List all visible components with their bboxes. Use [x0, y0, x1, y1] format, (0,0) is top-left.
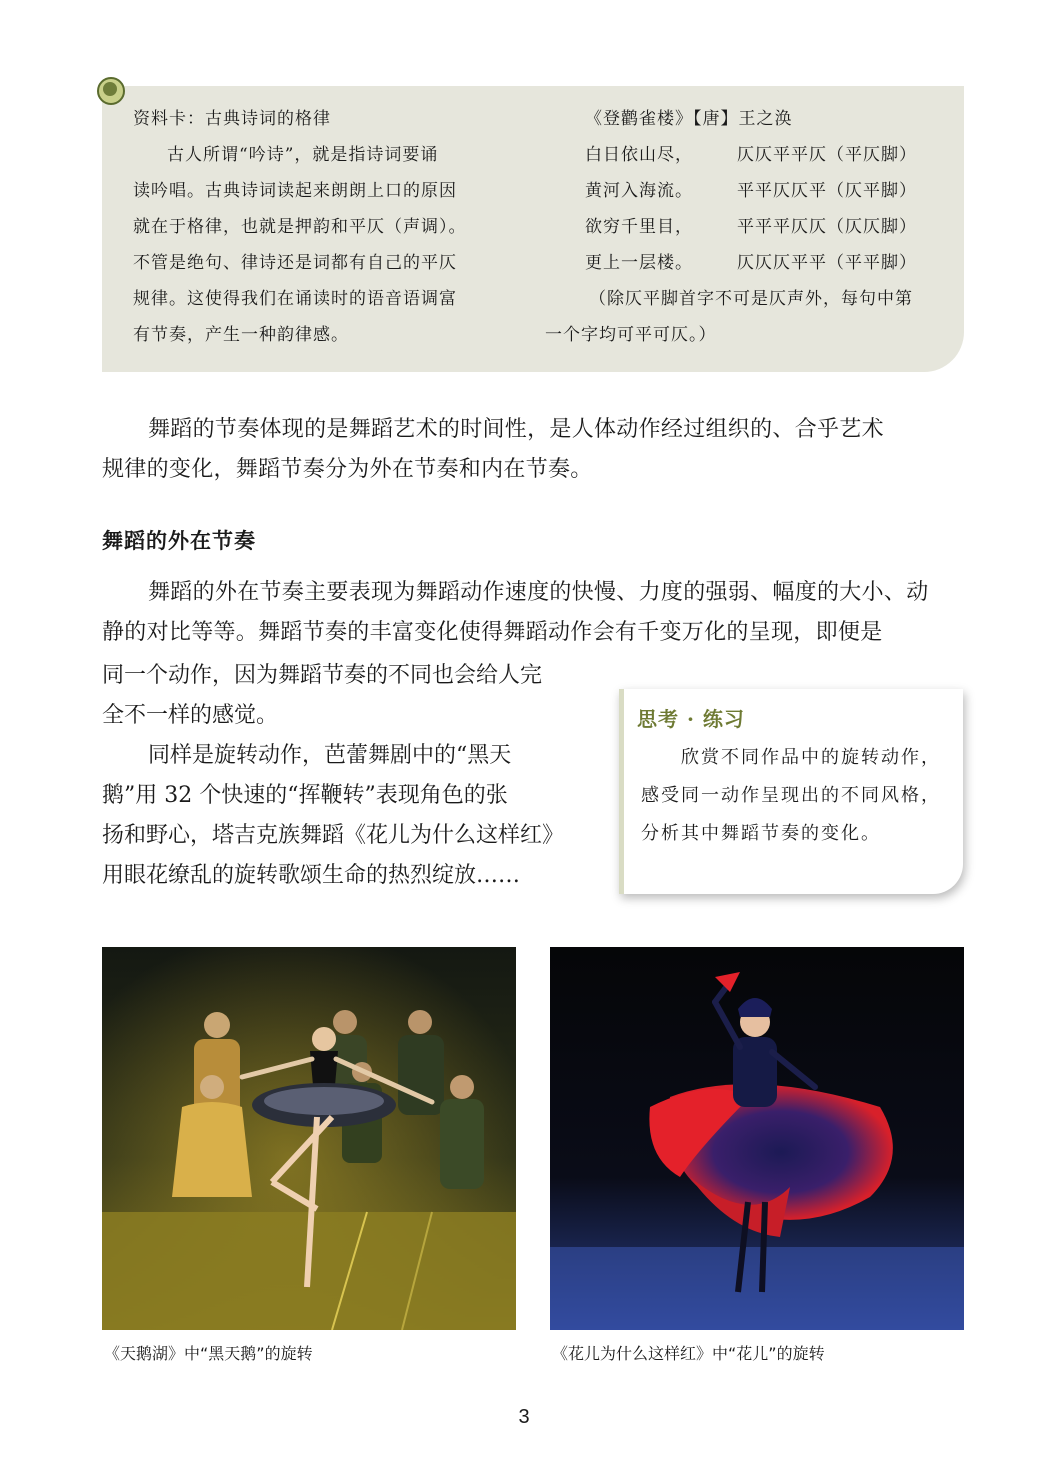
info-card-line: 规律。这使得我们在诵读时的语音语调富 — [133, 289, 457, 309]
right-photo-caption: 《花儿为什么这样红》中“花儿”的旋转 — [552, 1344, 825, 1363]
poem-title: 《登鹳雀楼》【唐】王之涣 — [585, 109, 793, 129]
section-line: 用眼花缭乱的旋转歌颂生命的热烈绽放…… — [102, 863, 521, 888]
poem-verse: 欲穷千里目， — [585, 217, 693, 237]
poem-line — [545, 209, 945, 245]
practice-body: 欣赏不同作品中的旋转动作，感受同一动作呈现出的不同风格，分析其中舞蹈节奏的变化。 — [641, 747, 941, 844]
page-number: 3 — [518, 1406, 530, 1428]
poem-verse: 更上一层楼。 — [585, 253, 693, 273]
photo-tajik-dancer — [550, 947, 964, 1330]
poem-block — [545, 101, 945, 353]
section-line: 同样是旋转动作，芭蕾舞剧中的“黑天 — [148, 743, 512, 768]
poem-line — [545, 137, 945, 173]
info-card-line: 古人所谓“吟诗”，就是指诗词要诵 — [167, 145, 439, 165]
poem-note: 一个字均可平可仄。） — [545, 325, 717, 345]
section-line: 静的对比等等。舞蹈节奏的丰富变化使得舞蹈动作会有千变万化的呈现，即便是 — [102, 620, 883, 645]
info-card-text — [133, 101, 503, 353]
info-card-line: 就在于格律，也就是押韵和平仄（声调）。 — [133, 217, 467, 237]
section-paragraph-narrow — [102, 656, 594, 896]
poem-line — [545, 245, 945, 281]
section-paragraph — [102, 573, 964, 653]
info-card-line: 不管是绝句、律诗还是词都有自己的平仄 — [133, 253, 457, 273]
section-line: 全不一样的感觉。 — [102, 703, 279, 728]
poem-line — [545, 173, 945, 209]
section-line: 舞蹈的外在节奏主要表现为舞蹈动作速度的快慢、力度的强弱、幅度的大小、动 — [148, 580, 929, 605]
poem-note: （除仄平脚首字不可是仄声外，每句中第 — [589, 289, 913, 309]
card-bullet-icon — [97, 77, 125, 105]
photo-black-swan — [102, 947, 516, 1330]
tajik-dancer-image — [550, 947, 964, 1330]
left-photo-caption: 《天鹅湖》中“黑天鹅”的旋转 — [104, 1344, 313, 1363]
poem-tones: 仄仄仄平平（平平脚） — [737, 253, 917, 273]
practice-box — [619, 689, 963, 894]
section-heading: 舞蹈的外在节奏 — [102, 529, 256, 553]
section-line: 扬和野心，塔吉克族舞蹈《花儿为什么这样红》 — [102, 823, 565, 848]
section-line: 鹅”用 32 个快速的“挥鞭转”表现角色的张 — [102, 783, 508, 808]
poem-verse: 白日依山尽， — [585, 145, 693, 165]
poem-tones: 平平仄仄平（仄平脚） — [737, 181, 917, 201]
intro-paragraph — [102, 410, 964, 490]
black-swan-image — [102, 947, 516, 1330]
info-card-line: 读吟唱。古典诗词读起来朗朗上口的原因 — [133, 181, 457, 201]
info-card-line: 有节奏，产生一种韵律感。 — [133, 325, 349, 345]
intro-line: 规律的变化，舞蹈节奏分为外在节奏和内在节奏。 — [102, 457, 593, 482]
info-card-title: 资料卡：古典诗词的格律 — [133, 109, 331, 129]
practice-title: 思考 · 练习 — [637, 707, 745, 731]
intro-line: 舞蹈的节奏体现的是舞蹈艺术的时间性，是人体动作经过组织的、合乎艺术 — [148, 417, 884, 442]
practice-accent-bar — [619, 689, 624, 894]
section-line: 同一个动作，因为舞蹈节奏的不同也会给人完 — [102, 663, 543, 688]
poem-tones: 仄仄平平仄（平仄脚） — [737, 145, 917, 165]
poem-tones: 平平平仄仄（仄仄脚） — [737, 217, 917, 237]
poem-verse: 黄河入海流。 — [585, 181, 693, 201]
